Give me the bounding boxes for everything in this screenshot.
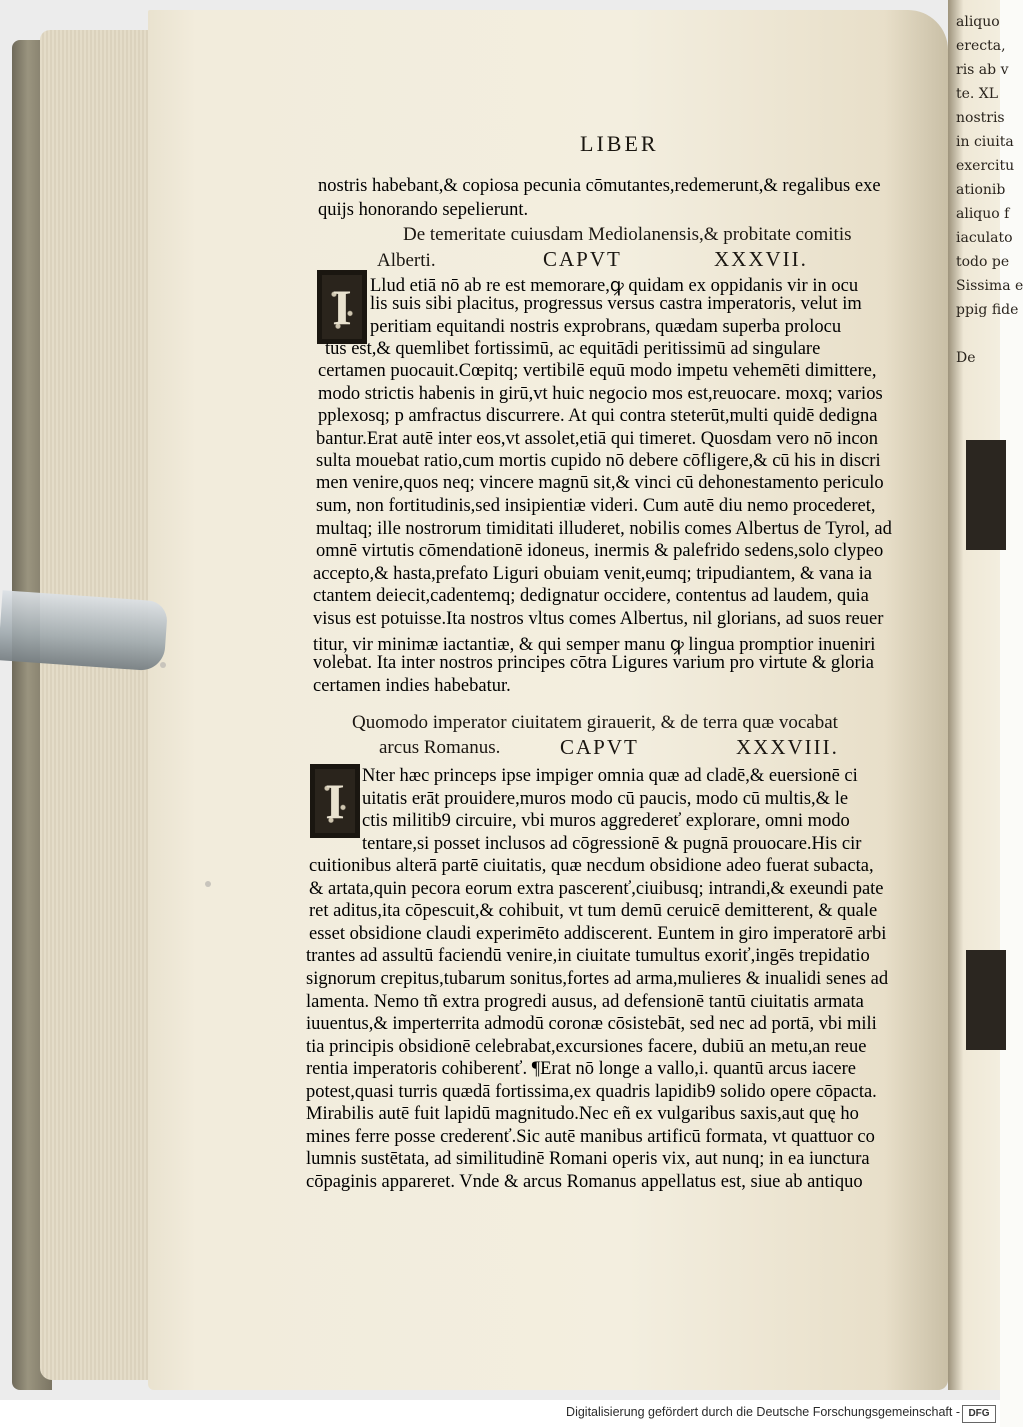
text-line: ctis militib9 circuire, vbi muros aggredereť explorare, omni modo [362,811,850,831]
paper-spot [205,881,211,887]
text-line: signorum crepitus,tubarum sonitus,fortes ad arma,mulieres & inualidi senes ad [306,969,889,989]
text-line: titur, vir minimæ iactantiæ, & qui semper manu ꝙ lingua promptior inueniri [313,635,876,655]
chapter-number: XXXVIII. [736,735,839,759]
text-line: Mirabilis autē fuit lapidū magnitudo.Nec eñ ex vulgaribus saxis,aut quę ho [306,1104,859,1124]
text-line: bantur.Erat autē inter eos,vt assolet,etiā qui timeret. Quosdam vero nō incon [316,429,879,449]
text-line: trantes ad assultū faciendū venire,in ciuitate tumultus exoriť,ingēs trepidatio [306,946,870,966]
facing-page-initial [966,440,1006,550]
decorated-initial [310,764,360,838]
caput-label: CAPVT [543,247,622,271]
text-line: iuuentus,& imperterrita admodū coronæ cōsistebāt, sed nec ad portā, vbi mili [306,1014,877,1034]
text-line: ctantem deiecit,cadentemq; dedignatur occidere, contentus ad laudem, quia [313,586,869,606]
facing-page-initial [966,950,1006,1050]
text-line: multaq; ille nostrorum timiditati illuderet, nobilis comes Albertus de Tyrol, ad [316,519,892,539]
chapter-title: Quomodo imperator ciuitatem girauerit, & de terra quæ vocabat [352,712,838,733]
paper-spot [160,662,166,668]
page-stack-edge [40,30,150,1380]
text-line: certamen indies habebatur. [313,676,511,696]
text-line: volebat. Ita inter nostros principes cōtra Ligures varium pro virtute & gloria [313,653,875,673]
dfg-logo-icon: DFG [962,1405,996,1423]
text-line: lumnis sustētata, ad similitudinē Romani operis vix, aut nunq; in ea iunctura [306,1149,870,1169]
initial-letter: I [325,773,345,829]
text-line: rentia imperatoris cohiberenť. ¶Erat nō longe a vallo,i. quantū arcus iacere [306,1059,856,1079]
text-line: Nter hæc princeps ipse impiger omnia quæ ad cladē,& euersionē ci [362,766,858,786]
text-line: tia principis obsidionē celebrabat,excursiones facere, dubiū an metu,an reue [306,1037,867,1057]
text-line: nostris habebant,& copiosa pecunia cōmutantes,redemerunt,& regalibus exe [318,176,881,196]
text-line: potest,quasi turris quædā fortissima,ex quadris lapidib9 solido opere cōpacta. [306,1082,877,1102]
running-head: LIBER [580,131,659,156]
text-line: ret aditus,ita cōpescuit,& cohibuit, vt tum demū ceruicē demitterent, & quale [309,901,878,921]
text-line: sum, non fortitudinis,sed insipientiæ videri. Cum autē diu nemo procederet, [316,496,876,516]
chapter-title: Alberti. [377,250,436,271]
text-line: lis suis sibi placitus, progressus versus castra imperatoris, velut im [370,294,862,314]
text-line: visus est potuisse.Ita nostros vltus comes Albertus, nil glorians, ad suos reuer [313,609,884,629]
text-line: accepto,& hasta,prefato Liguri obuiam venit,eumq; tripudiantem, & vana ia [313,564,872,584]
text-line: esset obsidione claudi experimēto addiscerent. Euntem in giro imperatorē arbi [309,924,887,944]
text-line: quijs honorando sepelierunt. [318,200,529,220]
digitization-footer [0,1400,1000,1427]
footer-credit: Digitalisierung gefördert durch die Deutsche Forschungsgemeinschaft - [566,1405,960,1419]
text-line: uitatis erāt prouidere,muros modo cū paucis, modo cū multis,& le [362,789,849,809]
text-line: cuitionibus alterā partē ciuitatis, quæ necdum obsidione adeo fuerat subacta, [309,856,874,876]
text-line: modo strictis habenis in girū,vt huic negocio mos est,reuocare. moxq; varios [318,384,883,404]
facing-page-edge [948,0,1023,1390]
chapter-title: arcus Romanus. [379,737,501,758]
text-line: tus est,& quemlibet fortissimū, ac equitādi peritissimū ad singulare [325,339,821,359]
initial-letter: I [332,279,352,335]
chapter-title: De temeritate cuiusdam Mediolanensis,& probitate comitis [403,224,852,245]
text-line: cōpaginis appareret. Vnde & arcus Romanus appellatus est, siue ab antiquo [306,1172,863,1192]
text-line: lamenta. Nemo tñ extra progredi ausus, ad defensionē tantū ciuitatis armata [306,992,864,1012]
facing-page-text: aliquo erecta, ris ab v te. XL nostris in ciuita exercitu ationib aliquo f iaculato todo pe Sissima e ppig fide De [956,14,1023,366]
chapter-number: XXXVII. [714,247,808,271]
text-line: tentare,si posset inclusos ad cōgressionē & pugnā prouocare.His cir [362,834,862,854]
text-line: peritiam equitandi nostris exprobrans, quædam superba prolocu [370,317,842,337]
text-line: certamen puocauit.Cœpitq; vertibilē equū modo impetu vehemēti dimittere, [318,361,877,381]
text-line: omnē virtutis cōmendationē idoneus, inermis & palefrido sedens,solo clypeo [316,541,884,561]
text-line: men venire,quos neq; vincere magnū sit,& vinci cū dehonestamento periculo [316,473,884,493]
caput-label: CAPVT [560,735,639,759]
page-clip [0,590,168,671]
text-line: & artata,quin pecora eorum extra pascerenť,ciuibusq; intrandi,& exeundi pate [309,879,884,899]
text-line: Llud etiā nō ab re est memorare,ꝙ quidam ex oppidanis vir in ocu [370,276,859,296]
text-line: pplexosq; p amfractus discurrere. At qui contra steterūt,multi quidē dedigna [318,406,878,426]
decorated-initial [317,270,367,344]
text-line: sulta mouebat ratio,cum mortis cupido nō debere cōfligere,& cū his in discri [316,451,881,471]
text-line: mines ferre posse crederenť.Sic autē manibus artificū formata, vt quattuor co [306,1127,875,1147]
